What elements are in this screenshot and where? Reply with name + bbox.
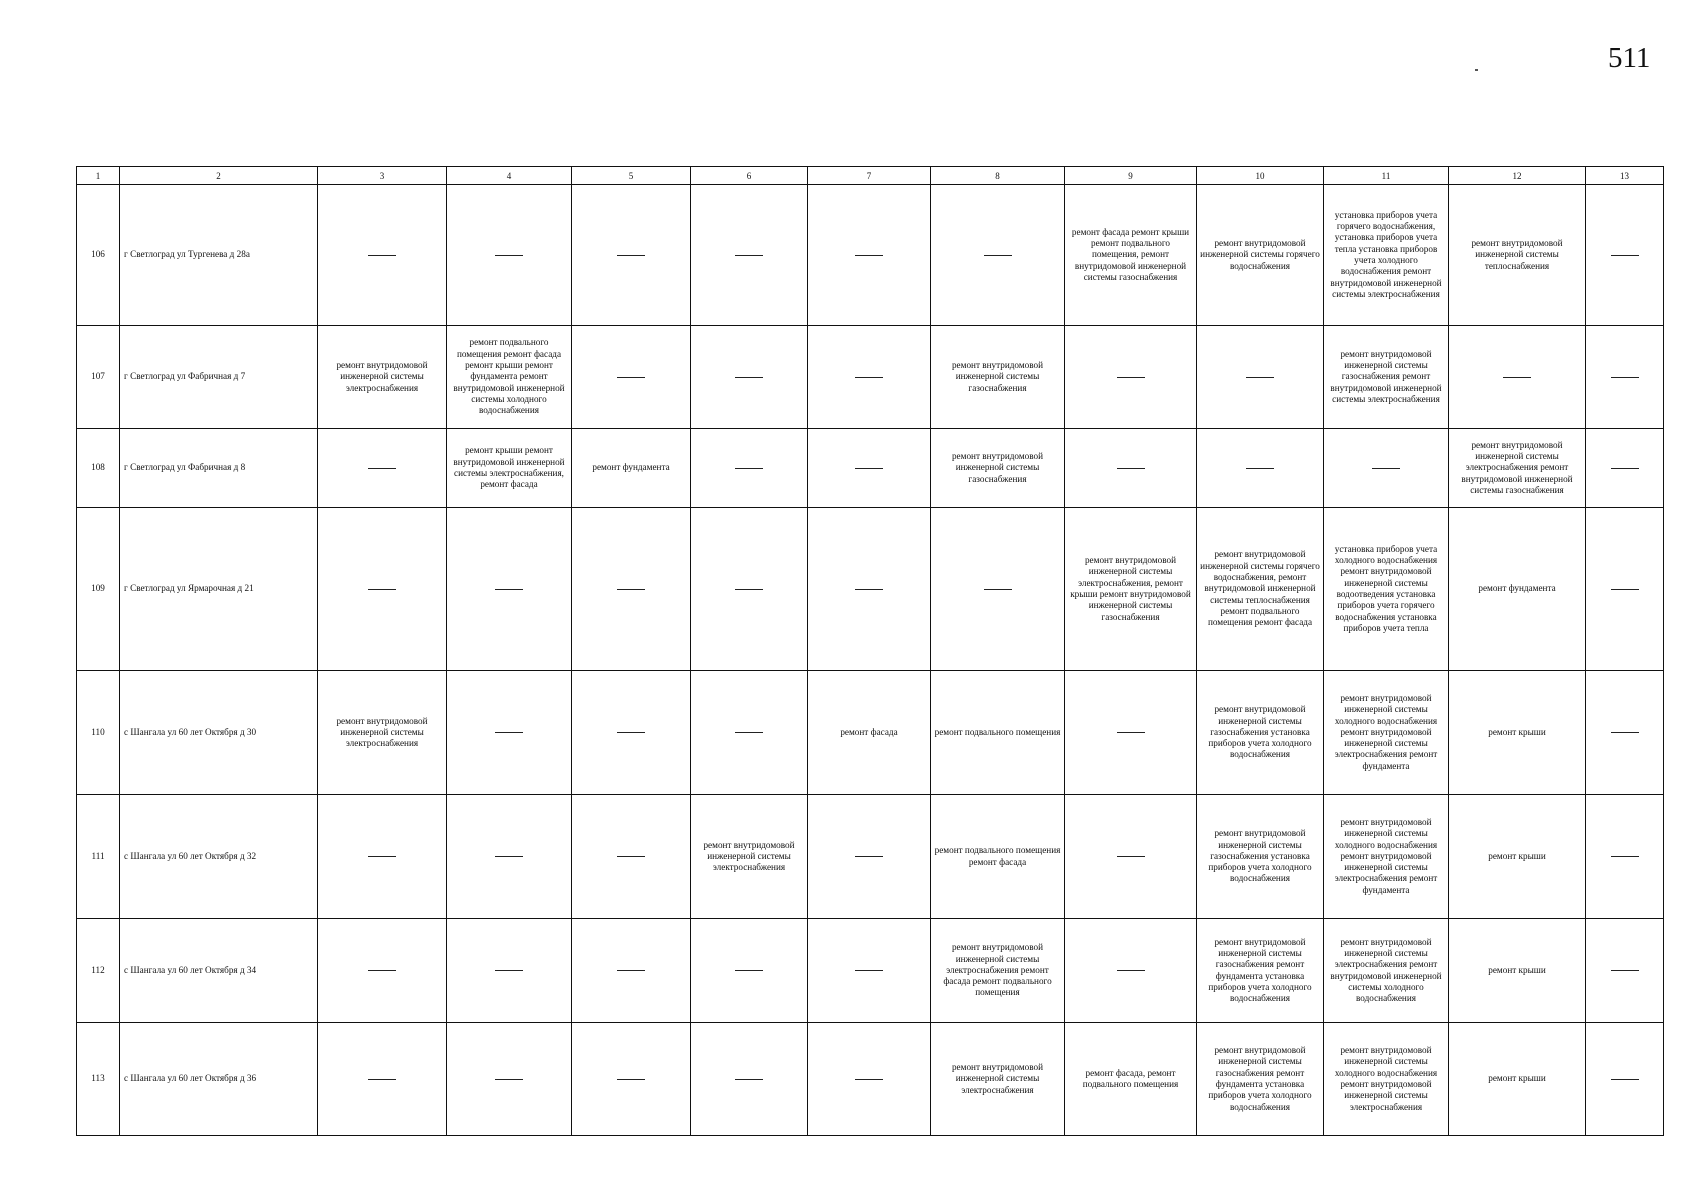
column-number: 2	[120, 167, 318, 185]
work-cell	[1065, 919, 1197, 1023]
work-cell	[318, 1023, 447, 1136]
dash-mark	[617, 255, 645, 256]
column-number: 1	[77, 167, 120, 185]
work-cell	[1065, 671, 1197, 795]
table-row	[77, 795, 1664, 919]
dash-mark	[617, 856, 645, 857]
work-cell	[808, 185, 931, 326]
work-cell: ремонт внутридомовой инженерной системы газоснабжения ремонт фундамента установка приборов учета холодного водоснабжения	[1197, 1023, 1324, 1136]
work-cell	[808, 795, 931, 919]
work-cell	[1586, 429, 1664, 508]
dash-mark	[735, 255, 763, 256]
dash-mark	[1246, 468, 1274, 469]
row-number: 113	[77, 1023, 120, 1136]
work-cell	[318, 795, 447, 919]
work-cell: ремонт внутридомовой инженерной системы газоснабжения установка приборов учета холодного водоснабжения	[1197, 795, 1324, 919]
table-row	[77, 326, 1664, 429]
dash-mark	[855, 377, 883, 378]
dash-mark	[855, 589, 883, 590]
table-row	[77, 671, 1664, 795]
work-cell: ремонт внутридомовой инженерной системы газоснабжения ремонт фундамента установка приборов учета холодного водоснабжения	[1197, 919, 1324, 1023]
work-cell	[691, 326, 808, 429]
dash-mark	[984, 589, 1012, 590]
dash-mark	[1611, 970, 1639, 971]
work-cell	[691, 429, 808, 508]
work-cell	[1065, 326, 1197, 429]
column-number: 8	[931, 167, 1065, 185]
dash-mark	[495, 732, 523, 733]
work-cell	[1586, 326, 1664, 429]
work-cell	[572, 185, 691, 326]
work-cell: ремонт внутридомовой инженерной системы газоснабжения	[931, 326, 1065, 429]
table-row	[77, 508, 1664, 671]
table-row	[77, 185, 1664, 326]
dash-mark	[495, 856, 523, 857]
work-cell: ремонт фундамента	[1449, 508, 1586, 671]
work-cell: ремонт крыши ремонт внутридомовой инженерной системы электроснабжения, ремонт фасада	[447, 429, 572, 508]
work-cell	[1586, 508, 1664, 671]
work-cell	[808, 326, 931, 429]
dash-mark	[1611, 856, 1639, 857]
column-number: 10	[1197, 167, 1324, 185]
dash-mark	[855, 856, 883, 857]
dash-mark	[368, 255, 396, 256]
dash-mark	[1117, 377, 1145, 378]
work-cell: ремонт внутридомовой инженерной системы газоснабжения установка приборов учета холодного водоснабжения	[1197, 671, 1324, 795]
column-number: 7	[808, 167, 931, 185]
row-number: 106	[77, 185, 120, 326]
work-cell: ремонт внутридомовой инженерной системы электроснабжения ремонт внутридомовой инженерной системы холодного водоснабжения	[1324, 919, 1449, 1023]
address-cell: с Шангала ул 60 лет Октября д 30	[120, 671, 318, 795]
work-cell	[447, 185, 572, 326]
column-number: 12	[1449, 167, 1586, 185]
work-cell: ремонт фасада, ремонт подвального помещения	[1065, 1023, 1197, 1136]
address-cell: г Светлоград ул Тургенева д 28а	[120, 185, 318, 326]
work-cell: ремонт внутридомовой инженерной системы горячего водоснабжения, ремонт внутридомовой инженерной системы теплоснабжения ремонт подвального помещения ремонт фасада	[1197, 508, 1324, 671]
work-cell	[691, 671, 808, 795]
column-number: 6	[691, 167, 808, 185]
work-cell: ремонт внутридомовой инженерной системы холодного водоснабжения ремонт внутридомовой инженерной системы электроснабжения ремонт фундамента	[1324, 795, 1449, 919]
table-body	[77, 167, 1664, 1136]
work-cell: ремонт фасада	[808, 671, 931, 795]
work-cell: ремонт подвального помещения ремонт фасада	[931, 795, 1065, 919]
work-cell	[931, 185, 1065, 326]
dash-mark	[735, 1079, 763, 1080]
dash-mark	[735, 589, 763, 590]
dash-mark	[368, 468, 396, 469]
work-cell	[1065, 429, 1197, 508]
work-cell: ремонт внутридомовой инженерной системы электроснабжения	[318, 326, 447, 429]
row-number: 112	[77, 919, 120, 1023]
table-row	[77, 429, 1664, 508]
address-cell: с Шангала ул 60 лет Октября д 32	[120, 795, 318, 919]
work-cell	[808, 429, 931, 508]
table-row	[77, 919, 1664, 1023]
dash-mark	[495, 255, 523, 256]
address-cell: с Шангала ул 60 лет Октября д 34	[120, 919, 318, 1023]
row-number: 111	[77, 795, 120, 919]
work-cell	[1586, 185, 1664, 326]
dash-mark	[855, 1079, 883, 1080]
work-cell	[1586, 1023, 1664, 1136]
work-cell: ремонт крыши	[1449, 919, 1586, 1023]
dash-mark	[495, 589, 523, 590]
work-cell: ремонт внутридомовой инженерной системы электроснабжения	[691, 795, 808, 919]
work-cell	[1586, 919, 1664, 1023]
dash-mark	[1611, 377, 1639, 378]
work-cell: ремонт внутридомовой инженерной системы газоснабжения	[931, 429, 1065, 508]
work-cell	[808, 919, 931, 1023]
work-cell: ремонт подвального помещения ремонт фасада ремонт крыши ремонт фундамента ремонт внутридомовой инженерной системы холодного водоснабжения	[447, 326, 572, 429]
work-cell	[447, 919, 572, 1023]
work-cell	[691, 1023, 808, 1136]
work-cell	[691, 508, 808, 671]
work-cell: ремонт внутридомовой инженерной системы холодного водоснабжения ремонт внутридомовой инженерной системы электроснабжения	[1324, 1023, 1449, 1136]
work-cell	[447, 1023, 572, 1136]
work-cell: ремонт внутридомовой инженерной системы газоснабжения ремонт внутридомовой инженерной системы электроснабжения	[1324, 326, 1449, 429]
work-cell	[572, 671, 691, 795]
column-number-row	[77, 167, 1664, 185]
row-number: 109	[77, 508, 120, 671]
work-cell	[691, 185, 808, 326]
repair-schedule-table	[76, 166, 1664, 1136]
work-cell: ремонт внутридомовой инженерной системы электроснабжения ремонт фасада ремонт подвального помещения	[931, 919, 1065, 1023]
page-number: 511	[1608, 42, 1651, 74]
work-cell: ремонт внутридомовой инженерной системы электроснабжения	[318, 671, 447, 795]
work-cell	[931, 508, 1065, 671]
dash-mark	[368, 970, 396, 971]
dash-mark	[1117, 856, 1145, 857]
column-number: 9	[1065, 167, 1197, 185]
dash-mark	[1372, 468, 1400, 469]
work-cell: ремонт внутридомовой инженерной системы электроснабжения	[931, 1023, 1065, 1136]
dash-mark	[495, 1079, 523, 1080]
work-cell	[1449, 326, 1586, 429]
work-cell	[808, 508, 931, 671]
dash-mark	[617, 970, 645, 971]
dash-mark	[735, 732, 763, 733]
column-number: 13	[1586, 167, 1664, 185]
work-cell	[318, 919, 447, 1023]
work-cell	[1586, 671, 1664, 795]
row-number: 108	[77, 429, 120, 508]
row-number: 110	[77, 671, 120, 795]
column-number: 5	[572, 167, 691, 185]
address-cell: с Шангала ул 60 лет Октября д 36	[120, 1023, 318, 1136]
work-cell: ремонт подвального помещения	[931, 671, 1065, 795]
address-cell: г Светлоград ул Фабричная д 8	[120, 429, 318, 508]
work-cell	[691, 919, 808, 1023]
work-cell	[1197, 429, 1324, 508]
work-cell	[447, 671, 572, 795]
table-row	[77, 1023, 1664, 1136]
work-cell	[447, 508, 572, 671]
work-cell	[572, 919, 691, 1023]
dash-mark	[1611, 1079, 1639, 1080]
work-cell	[808, 1023, 931, 1136]
work-cell: ремонт крыши	[1449, 1023, 1586, 1136]
dash-mark	[617, 377, 645, 378]
work-cell: ремонт крыши	[1449, 671, 1586, 795]
work-cell: ремонт внутридомовой инженерной системы холодного водоснабжения ремонт внутридомовой инженерной системы электроснабжения ремонт фундамента	[1324, 671, 1449, 795]
work-cell: ремонт фундамента	[572, 429, 691, 508]
work-cell: ремонт внутридомовой инженерной системы электроснабжения, ремонт крыши ремонт внутридомовой инженерной системы газоснабжения	[1065, 508, 1197, 671]
dash-mark	[735, 377, 763, 378]
dash-mark	[1611, 732, 1639, 733]
dash-mark	[617, 732, 645, 733]
dash-mark	[1117, 468, 1145, 469]
work-cell	[572, 508, 691, 671]
dash-mark	[368, 589, 396, 590]
row-number: 107	[77, 326, 120, 429]
address-cell: г Светлоград ул Ярмарочная д 21	[120, 508, 318, 671]
column-number: 11	[1324, 167, 1449, 185]
dash-mark	[735, 468, 763, 469]
column-number: 4	[447, 167, 572, 185]
work-cell	[318, 429, 447, 508]
work-cell	[572, 795, 691, 919]
work-cell	[447, 795, 572, 919]
work-cell: установка приборов учета горячего водоснабжения, установка приборов учета тепла установка приборов учета холодного водоснабжения ремонт внутридомовой инженерной системы электроснабжения	[1324, 185, 1449, 326]
work-cell: ремонт внутридомовой инженерной системы горячего водоснабжения	[1197, 185, 1324, 326]
dash-mark	[368, 1079, 396, 1080]
work-cell	[1197, 326, 1324, 429]
work-cell	[1324, 429, 1449, 508]
dash-mark	[735, 970, 763, 971]
dash-mark	[617, 1079, 645, 1080]
work-cell: ремонт внутридомовой инженерной системы теплоснабжения	[1449, 185, 1586, 326]
work-cell	[1586, 795, 1664, 919]
dash-mark	[1503, 377, 1531, 378]
work-cell: установка приборов учета холодного водоснабжения ремонт внутридомовой инженерной системы водоотведения установка приборов учета горячего водоснабжения установка приборов учета тепла	[1324, 508, 1449, 671]
work-cell: ремонт внутридомовой инженерной системы электроснабжения ремонт внутридомовой инженерной системы газоснабжения	[1449, 429, 1586, 508]
work-cell	[1065, 795, 1197, 919]
dash-mark	[1246, 377, 1274, 378]
dash-mark	[984, 255, 1012, 256]
column-number: 3	[318, 167, 447, 185]
work-cell	[572, 326, 691, 429]
scan-speck	[1475, 69, 1478, 71]
work-cell	[318, 508, 447, 671]
work-cell: ремонт фасада ремонт крыши ремонт подвального помещения, ремонт внутридомовой инженерной системы газоснабжения	[1065, 185, 1197, 326]
work-cell: ремонт крыши	[1449, 795, 1586, 919]
dash-mark	[1611, 468, 1639, 469]
address-cell: г Светлоград ул Фабричная д 7	[120, 326, 318, 429]
dash-mark	[855, 970, 883, 971]
dash-mark	[1117, 732, 1145, 733]
dash-mark	[1611, 255, 1639, 256]
dash-mark	[495, 970, 523, 971]
dash-mark	[1117, 970, 1145, 971]
work-cell	[318, 185, 447, 326]
dash-mark	[617, 589, 645, 590]
dash-mark	[855, 255, 883, 256]
dash-mark	[1611, 589, 1639, 590]
dash-mark	[368, 856, 396, 857]
dash-mark	[855, 468, 883, 469]
work-cell	[572, 1023, 691, 1136]
